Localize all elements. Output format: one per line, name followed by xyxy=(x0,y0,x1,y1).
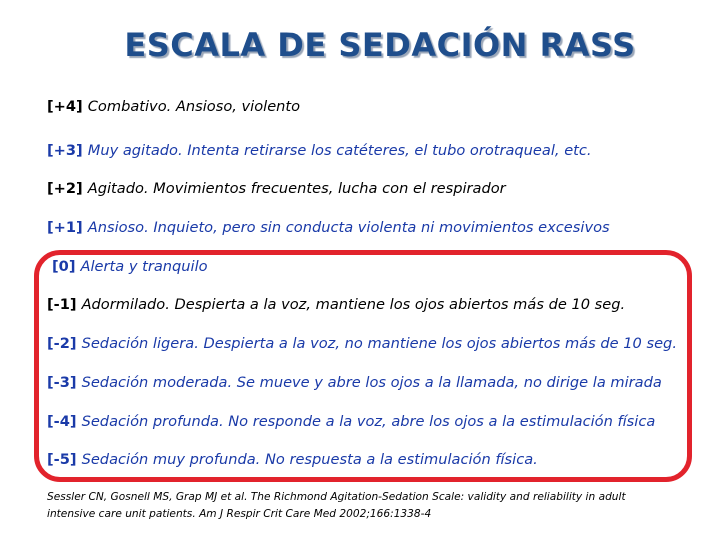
scale-level: [-5] xyxy=(47,451,77,468)
scale-level: [-3] xyxy=(47,374,77,391)
scale-row-minus-5 xyxy=(47,450,538,470)
scale-row-minus-2 xyxy=(47,334,677,354)
scale-row-zero xyxy=(52,257,208,277)
page-title: ESCALA DE SEDACIÓN RASS xyxy=(124,26,636,64)
scale-level: [0] xyxy=(52,258,76,275)
scale-description: Sedación moderada. Se mueve y abre los ojos a la llamada, no dirige la mirada xyxy=(81,374,662,391)
citation xyxy=(47,489,707,523)
scale-level: [-4] xyxy=(47,413,77,430)
scale-row-minus-3 xyxy=(47,373,662,393)
scale-level: [-1] xyxy=(47,296,77,313)
scale-description: Sedación muy profunda. No respuesta a la estimulación física. xyxy=(81,451,538,468)
scale-row-minus-4 xyxy=(47,412,655,432)
scale-level: [+2] xyxy=(47,180,83,197)
scale-level: [+3] xyxy=(47,142,83,159)
scale-description: Muy agitado. Intenta retirarse los catéteres, el tubo orotraqueal, etc. xyxy=(87,142,592,159)
scale-row-plus-4 xyxy=(47,97,300,117)
scale-row-plus-3 xyxy=(47,141,592,161)
highlight-box xyxy=(34,250,692,482)
scale-row-plus-1 xyxy=(47,218,610,238)
scale-level: [+1] xyxy=(47,219,83,236)
scale-description: Ansioso. Inquieto, pero sin conducta violenta ni movimientos excesivos xyxy=(87,219,610,236)
scale-row-minus-1 xyxy=(47,295,625,315)
citation-line-1: Sessler CN, Gosnell MS, Grap MJ et al. The Richmond Agitation-Sedation Scale: validity and reliability in adult xyxy=(47,491,626,503)
scale-description: Alerta y tranquilo xyxy=(80,258,208,275)
citation-line-2: intensive care unit patients. Am J Respir Crit Care Med 2002;166:1338-4 xyxy=(47,508,432,520)
scale-row-plus-2 xyxy=(47,179,506,199)
scale-level: [+4] xyxy=(47,98,83,115)
scale-level: [-2] xyxy=(47,335,77,352)
scale-description: Sedación profunda. No responde a la voz, abre los ojos a la estimulación física xyxy=(81,413,656,430)
scale-description: Adormilado. Despierta a la voz, mantiene los ojos abiertos más de 10 seg. xyxy=(81,296,626,313)
scale-description: Combativo. Ansioso, violento xyxy=(87,98,301,115)
scale-description: Agitado. Movimientos frecuentes, lucha con el respirador xyxy=(87,180,506,197)
scale-description: Sedación ligera. Despierta a la voz, no mantiene los ojos abiertos más de 10 seg. xyxy=(81,335,677,352)
